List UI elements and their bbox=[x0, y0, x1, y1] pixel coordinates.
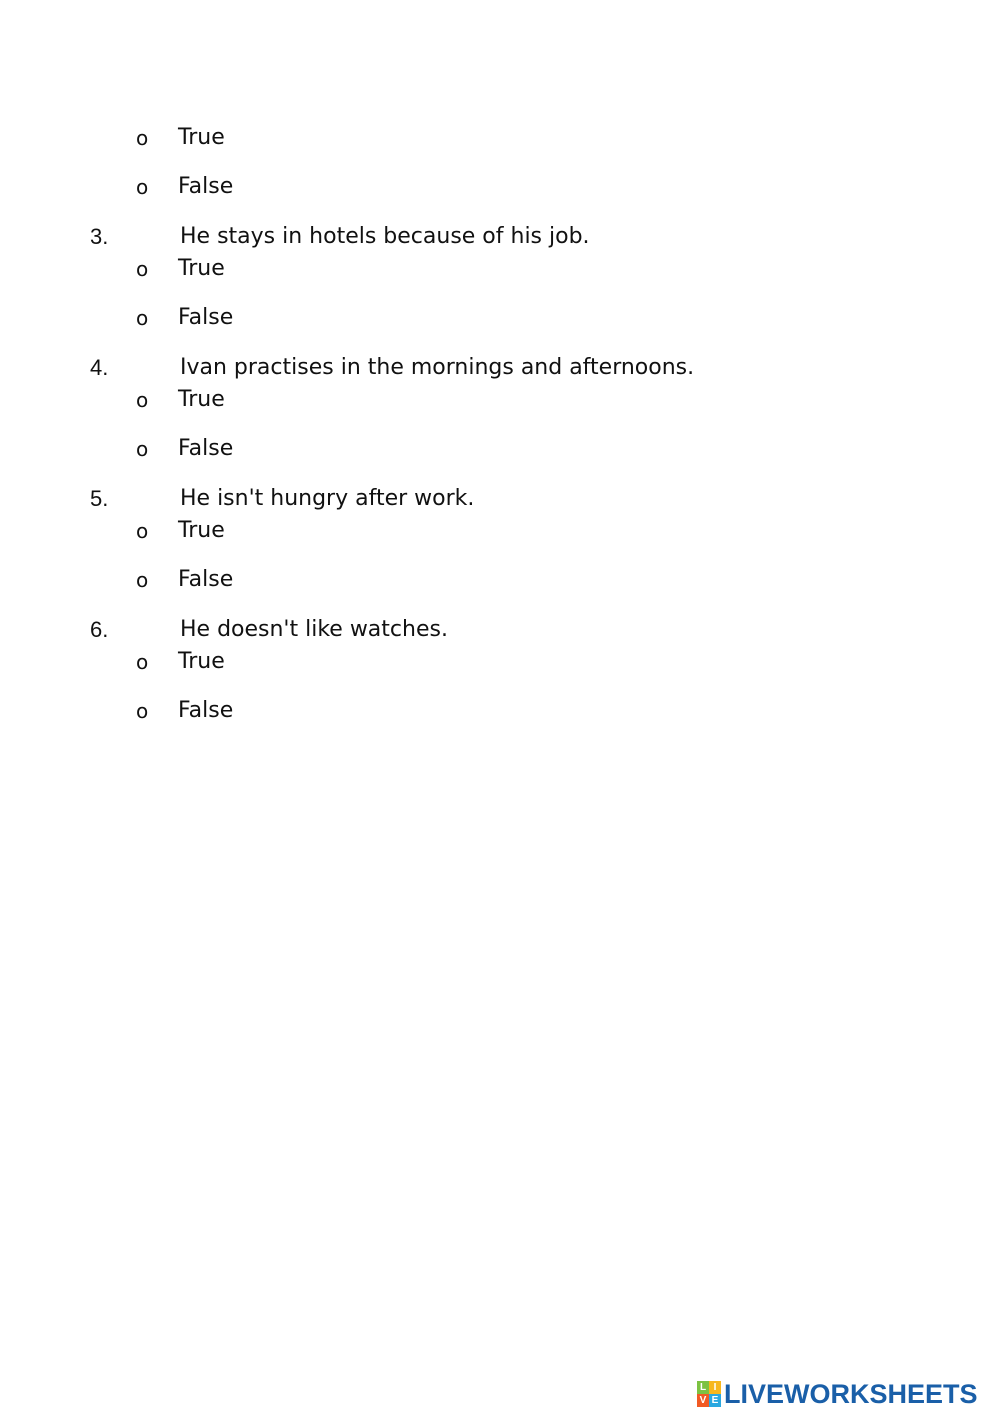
liveworksheets-logo[interactable] bbox=[697, 1378, 978, 1410]
option-false[interactable] bbox=[0, 436, 400, 462]
option-bullet: o bbox=[136, 519, 149, 543]
option-false[interactable] bbox=[0, 174, 400, 200]
question-3 bbox=[0, 224, 900, 250]
option-bullet: o bbox=[136, 699, 149, 723]
option-label: True bbox=[178, 518, 225, 543]
option-bullet: o bbox=[136, 257, 149, 281]
question-5 bbox=[0, 486, 900, 512]
logo-text: LIVEWORKSHEETS bbox=[724, 1379, 978, 1409]
logo-letter: L bbox=[697, 1381, 709, 1394]
option-label: True bbox=[178, 125, 225, 150]
option-bullet: o bbox=[136, 568, 149, 592]
option-bullet: o bbox=[136, 175, 149, 199]
logo-letter: E bbox=[709, 1394, 721, 1407]
question-number: 6. bbox=[90, 617, 109, 642]
option-true[interactable] bbox=[0, 125, 400, 151]
logo-letter: I bbox=[709, 1381, 721, 1394]
logo-letter: V bbox=[697, 1394, 709, 1407]
option-true[interactable] bbox=[0, 256, 400, 282]
option-bullet: o bbox=[136, 126, 149, 150]
question-number: 5. bbox=[90, 486, 109, 511]
option-bullet: o bbox=[136, 388, 149, 412]
option-label: False bbox=[178, 305, 234, 330]
option-label: True bbox=[178, 387, 225, 412]
option-bullet: o bbox=[136, 437, 149, 461]
option-label: True bbox=[178, 649, 225, 674]
option-label: False bbox=[178, 698, 234, 723]
question-text: He stays in hotels because of his job. bbox=[180, 224, 590, 249]
option-bullet: o bbox=[136, 306, 149, 330]
option-label: False bbox=[178, 174, 234, 199]
question-4 bbox=[0, 355, 900, 381]
option-label: False bbox=[178, 567, 234, 592]
logo-badge-icon bbox=[697, 1381, 721, 1407]
option-false[interactable] bbox=[0, 305, 400, 331]
question-number: 3. bbox=[90, 224, 109, 249]
option-false[interactable] bbox=[0, 698, 400, 724]
option-true[interactable] bbox=[0, 518, 400, 544]
question-6 bbox=[0, 617, 900, 643]
question-text: He doesn't like watches. bbox=[180, 617, 448, 642]
option-label: True bbox=[178, 256, 225, 281]
option-label: False bbox=[178, 436, 234, 461]
option-false[interactable] bbox=[0, 567, 400, 593]
option-true[interactable] bbox=[0, 649, 400, 675]
question-text: He isn't hungry after work. bbox=[180, 486, 475, 511]
question-number: 4. bbox=[90, 355, 109, 380]
option-true[interactable] bbox=[0, 387, 400, 413]
question-text: Ivan practises in the mornings and afternoons. bbox=[180, 355, 695, 380]
option-bullet: o bbox=[136, 650, 149, 674]
